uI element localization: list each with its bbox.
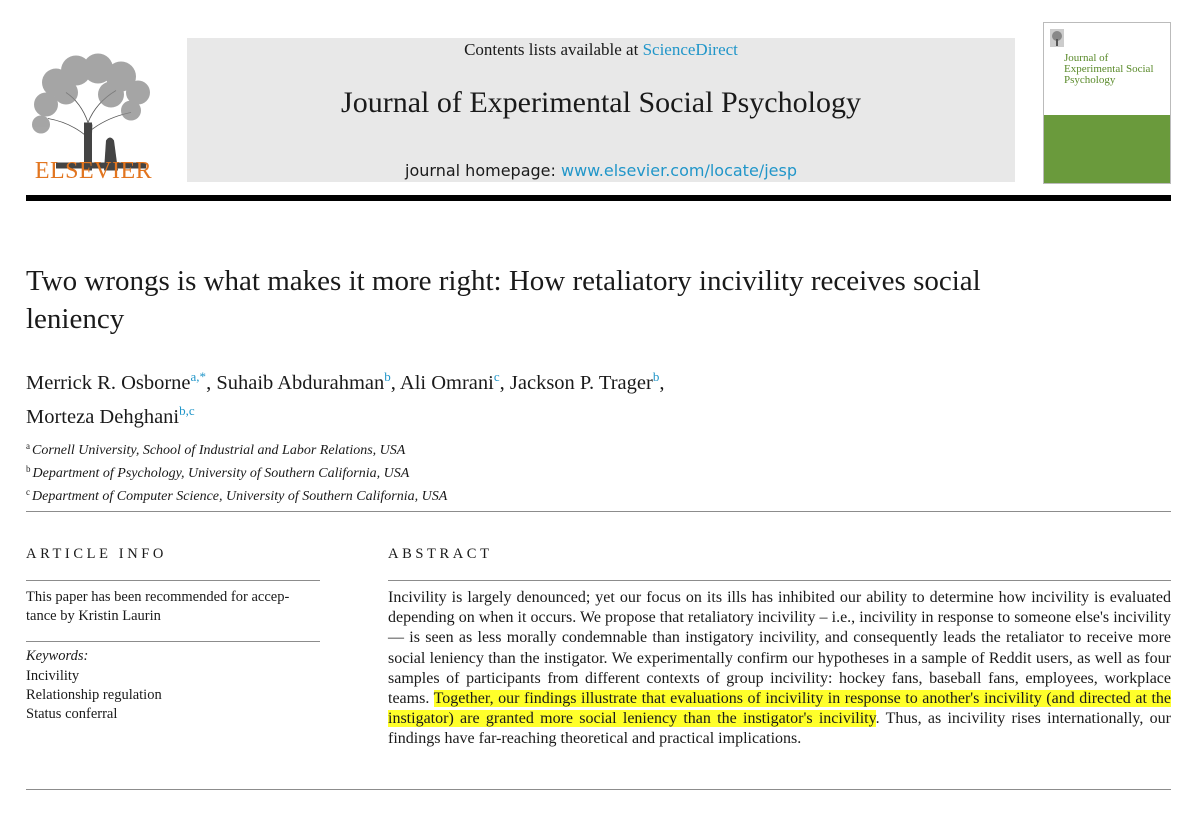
author-separator: , (659, 372, 665, 394)
journal-title: Journal of Experimental Social Psychology (341, 86, 861, 119)
keywords-divider (26, 641, 320, 642)
affiliation-marker: b (26, 464, 31, 474)
article-title: Two wrongs is what makes it more right: How retaliatory incivility receives social leniency (26, 265, 981, 335)
keywords-label: Keywords: (26, 648, 89, 664)
abstract-divider (388, 580, 1171, 581)
affiliation-marker: a (26, 441, 30, 451)
cover-green-panel (1044, 115, 1170, 183)
author-name[interactable]: Suhaib Abdurahman (216, 372, 385, 394)
keyword-item: Relationship regulation (26, 687, 162, 703)
homepage-line (187, 161, 1015, 180)
recommendation-line: This paper has been recommended for accep- (26, 589, 290, 605)
journal-cover (1043, 22, 1171, 184)
abstract-text-part: . Thus, as incivility rises internationally, our findings have far-reaching theoretical and practical implications. (388, 710, 1171, 748)
affiliation-item (26, 460, 926, 483)
cover-title: Journal of Experimental Social Psychology (1064, 52, 1154, 86)
elsevier-wordmark: ELSEVIER (34, 158, 153, 184)
homepage-link[interactable]: www.elsevier.com/locate/jesp (560, 161, 797, 180)
author-separator: , (206, 372, 217, 394)
abstract-highlighted-text: Together, our findings illustrate that evaluations of incivility in response to another's incivility (and directed at the instigator) are granted more social leniency than the instigator's incivility (388, 690, 1171, 728)
header-divider (26, 195, 1171, 201)
author-affiliation-marker[interactable]: b (384, 369, 391, 384)
keyword-item: Status conferral (26, 706, 118, 722)
sciencedirect-link[interactable]: ScienceDirect (642, 40, 738, 59)
abstract-text (388, 588, 1171, 750)
author-separator: , (499, 372, 510, 394)
affiliation-item (26, 437, 926, 460)
affiliation-text: Department of Psychology, University of Southern California, USA (32, 466, 410, 481)
author-name[interactable]: Merrick R. Osborne (26, 372, 191, 394)
affiliation-divider (26, 511, 1171, 512)
bottom-divider (26, 789, 1171, 790)
author-name[interactable]: Morteza Dehghani (26, 406, 180, 428)
author-name[interactable]: Jackson P. Trager (509, 372, 653, 394)
article-info-heading: ARTICLE INFO (26, 546, 168, 562)
keywords-list (26, 667, 162, 724)
recommendation-note (26, 588, 318, 626)
recommendation-line: tance by Kristin Laurin (26, 608, 161, 624)
affiliation-text: Cornell University, School of Industrial and Labor Relations, USA (32, 443, 406, 458)
keyword-item: Incivility (26, 668, 80, 684)
author-separator: , (390, 372, 400, 394)
author-list (26, 363, 1146, 431)
affiliation-marker: c (26, 487, 30, 497)
contents-prefix: Contents lists available at (464, 40, 643, 59)
abstract-text-part: Incivility is largely denounced; yet our focus on its ills has inhibited our ability to determine how incivility is evaluated depending on when it occurs. We propose that retaliatory incivility – i.e., incivility in response to someone else's incivility — is seen as less morally condemnable than instigatory incivility, and consequently leads the retaliator to receive more social leniency than the instigator. We experimentally confirm our hypotheses in a sample of Reddit users, as well as four samples of participants from different contexts of group incivility: hockey fans, baseball fans, employees, workplace teams. (388, 589, 1171, 708)
affiliations (26, 437, 926, 506)
abstract-heading: ABSTRACT (388, 546, 493, 562)
author-affiliation-marker[interactable]: a,* (190, 369, 207, 384)
affiliation-text: Department of Computer Science, University of Southern California, USA (32, 489, 448, 504)
homepage-prefix: journal homepage: (405, 161, 561, 180)
contents-line (187, 40, 1015, 60)
article-info-divider (26, 580, 320, 581)
author-affiliation-marker[interactable]: b (652, 369, 660, 384)
author-affiliation-marker[interactable]: b,c (179, 403, 195, 418)
author-name[interactable]: Ali Omrani (399, 372, 494, 394)
author-affiliation-marker[interactable]: c (493, 369, 500, 384)
affiliation-item (26, 483, 926, 506)
cover-elsevier-icon (1050, 29, 1064, 47)
